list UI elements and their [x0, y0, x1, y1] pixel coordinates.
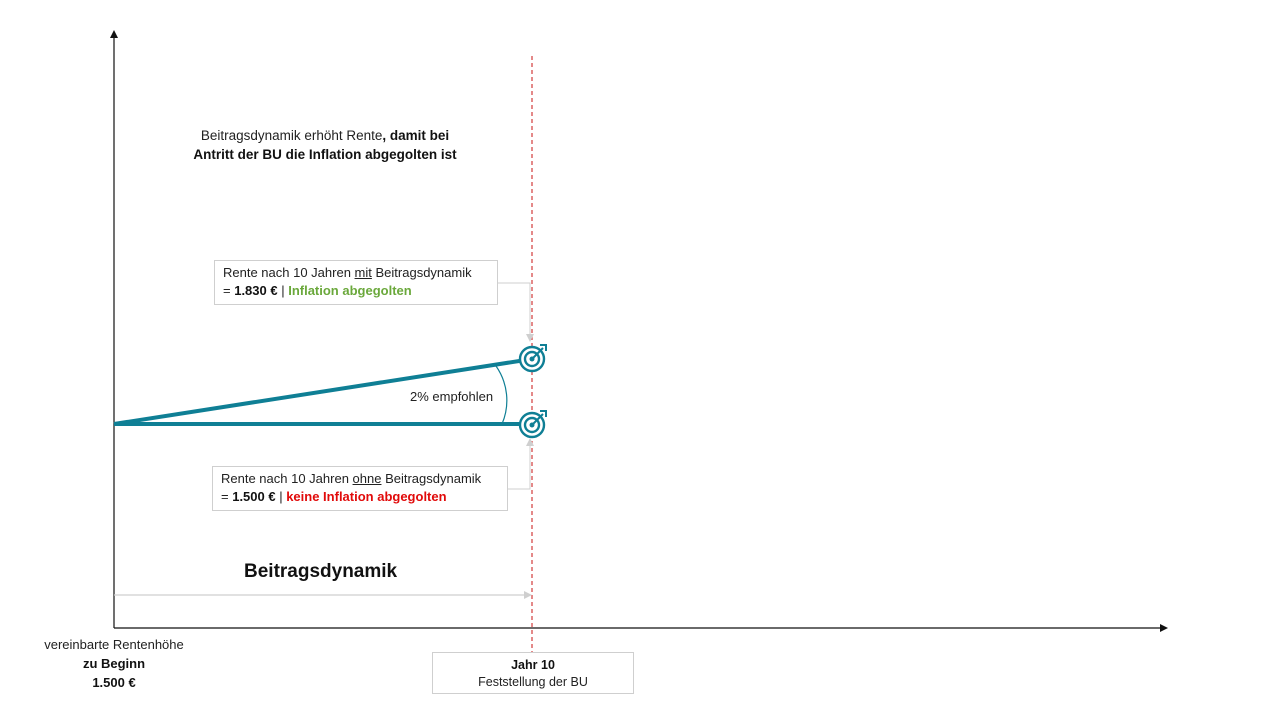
box-without-amount: 1.500 €: [232, 489, 276, 504]
connector-without: [508, 440, 530, 489]
info-box-with-dynamics: [214, 260, 498, 305]
headline-normal: Beitragsdynamik erhöht Rente: [200, 128, 383, 143]
box-without-separator: |: [275, 489, 287, 504]
angle-label: 2% empfohlen: [410, 389, 494, 404]
start-line2: zu Beginn: [82, 656, 146, 671]
box-without-prefix: =: [221, 489, 233, 504]
headline-bold-1: , damit bei: [382, 128, 450, 143]
connector-with: [498, 283, 530, 340]
headline: [150, 126, 500, 164]
info-box-without-dynamics: [212, 466, 508, 511]
start-line1: vereinbarte Rentenhöhe: [44, 637, 184, 652]
box-without-status: keine Inflation abgegolten: [286, 489, 447, 504]
box-without-text-a: Rente nach 10 Jahren: [221, 471, 353, 486]
section-title: Beitragsdynamik: [244, 561, 398, 582]
year-marker-title: Jahr 10: [511, 658, 555, 672]
box-without-text-b: Beitragsdynamik: [381, 471, 482, 486]
start-label: [34, 635, 194, 692]
box-with-separator: |: [277, 283, 289, 298]
box-with-status: Inflation abgegolten: [288, 283, 412, 298]
box-without-underlined: ohne: [352, 471, 382, 486]
angle-arc: [496, 366, 507, 424]
target-arrow-icon: [520, 345, 546, 371]
start-line3: 1.500 €: [92, 675, 136, 690]
target-arrow-icon: [520, 411, 546, 437]
box-with-text-a: Rente nach 10 Jahren: [223, 265, 355, 280]
box-with-text-b: Beitragsdynamik: [371, 265, 472, 280]
box-with-amount: 1.830 €: [234, 283, 278, 298]
year-marker-subtitle: Feststellung der BU: [478, 675, 588, 689]
box-with-underlined: mit: [354, 265, 372, 280]
headline-bold-2: Antritt der BU die Inflation abgegolten ist: [193, 147, 457, 162]
box-with-prefix: =: [223, 283, 235, 298]
year-marker-box: [432, 652, 634, 694]
